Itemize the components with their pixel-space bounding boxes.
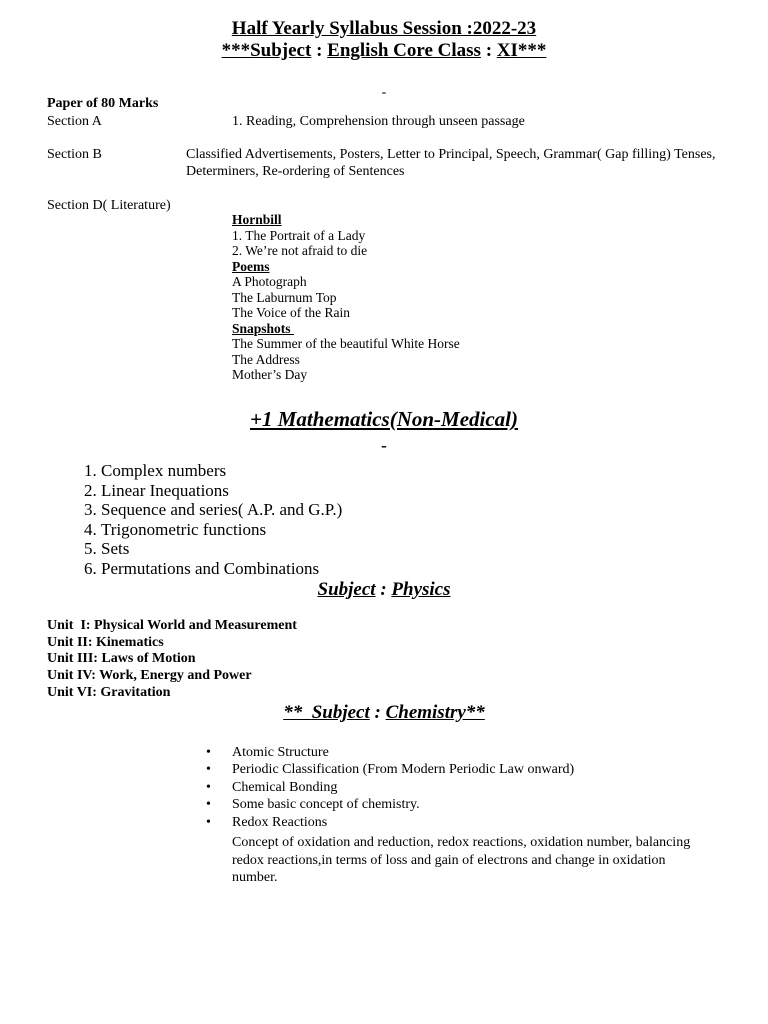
- list-item: The Address: [232, 351, 300, 367]
- list-item: A Photograph: [232, 274, 307, 289]
- list-item: 4. Trigonometric functions: [101, 520, 342, 540]
- subject-colon: :: [375, 579, 392, 600]
- list-item-text: Redox Reactions: [232, 814, 328, 830]
- list-item: [200, 796, 574, 813]
- mathematics-dash: -: [381, 436, 387, 455]
- class-suffix: ***: [517, 40, 547, 61]
- list-item: 3. Sequence and series( A.P. and G.P.): [101, 500, 342, 520]
- literature-list: [232, 212, 460, 383]
- poems-heading: Poems: [232, 258, 270, 274]
- list-item: 1. Complex numbers: [101, 461, 342, 481]
- paper-marks: Paper of 80 Marks: [47, 96, 159, 111]
- list-item: Unit I: Physical World and Measurement: [47, 618, 297, 633]
- list-item: [200, 779, 574, 796]
- mathematics-heading: +1 Mathematics(Non-Medical): [249, 407, 519, 431]
- list-item: Unit VI: Gravitation: [47, 684, 171, 700]
- subject-word: Subject: [250, 40, 312, 61]
- subject-colon: :: [311, 40, 328, 61]
- redox-note: Concept of oxidation and reduction, redox reactions, oxidation number, balancing redox reactions,in terms of loss and gain of electrons and change in oxidation number.: [232, 835, 691, 886]
- list-item-text: Periodic Classification (From Modern Periodic Law onward): [232, 762, 575, 778]
- list-item: The Summer of the beautiful White Horse: [232, 336, 460, 351]
- list-item: The Laburnum Top: [232, 289, 337, 305]
- physics-unit-list: [47, 618, 297, 702]
- subject-name: English Core Class: [327, 40, 481, 61]
- subject-prefix: ***: [221, 40, 251, 61]
- list-item-text: Atomic Structure: [232, 745, 329, 760]
- list-item-text: Chemical Bonding: [232, 779, 338, 795]
- chemistry-topic-list: [200, 744, 574, 831]
- bullet-icon: •: [206, 779, 211, 795]
- list-item: [200, 761, 574, 778]
- physics-heading: [0, 579, 768, 601]
- list-item: Unit IV: Work, Energy and Power: [47, 668, 252, 684]
- subject-line-english: [0, 40, 768, 62]
- list-item: [200, 814, 574, 831]
- section-d-label: Section D( Literature): [47, 198, 171, 213]
- section-a-label: Section A: [47, 114, 102, 129]
- section-a-content: 1. Reading, Comprehension through unseen passage: [232, 114, 525, 129]
- bullet-icon: •: [206, 814, 211, 830]
- list-item: 2. We’re not afraid to die: [232, 243, 368, 258]
- list-item-text: Some basic concept of chemistry.: [232, 797, 420, 813]
- list-item: 5. Sets: [101, 539, 342, 559]
- list-item: 1. The Portrait of a Lady: [232, 227, 366, 243]
- subject-word: Subject: [317, 579, 376, 600]
- bullet-icon: •: [206, 762, 211, 778]
- list-item: Mother’s Day: [232, 367, 308, 382]
- snapshots-heading: Snapshots: [232, 320, 294, 336]
- section-b-content: Classified Advertisements, Posters, Letter to Principal, Speech, Grammar( Gap filling) Tenses, Determiners, Re-ordering of Sentences: [186, 147, 716, 179]
- subject-word: Subject: [311, 702, 370, 723]
- list-item: Unit II: Kinematics: [47, 634, 164, 650]
- list-item: 2. Linear Inequations: [101, 481, 342, 501]
- subject-prefix: **: [283, 702, 312, 723]
- document-title: Half Yearly Syllabus Session :2022-23: [231, 18, 537, 39]
- subject-name: Chemistry**: [385, 702, 485, 723]
- list-item: 6. Permutations and Combinations: [101, 559, 342, 579]
- subject-name: Physics: [391, 579, 451, 600]
- section-b-label: Section B: [47, 147, 102, 162]
- chemistry-heading: [0, 702, 768, 724]
- list-item: The Voice of the Rain: [232, 305, 350, 320]
- subject-colon: :: [369, 702, 386, 723]
- header-dash: -: [381, 85, 387, 100]
- bullet-icon: •: [206, 745, 211, 760]
- list-item: [200, 744, 574, 761]
- hornbill-heading: Hornbill: [232, 212, 282, 227]
- class-name: XI: [496, 40, 518, 61]
- mathematics-topic-list: [47, 461, 342, 579]
- class-colon: :: [480, 40, 497, 61]
- bullet-icon: •: [206, 797, 211, 813]
- list-item: Unit III: Laws of Motion: [47, 651, 196, 667]
